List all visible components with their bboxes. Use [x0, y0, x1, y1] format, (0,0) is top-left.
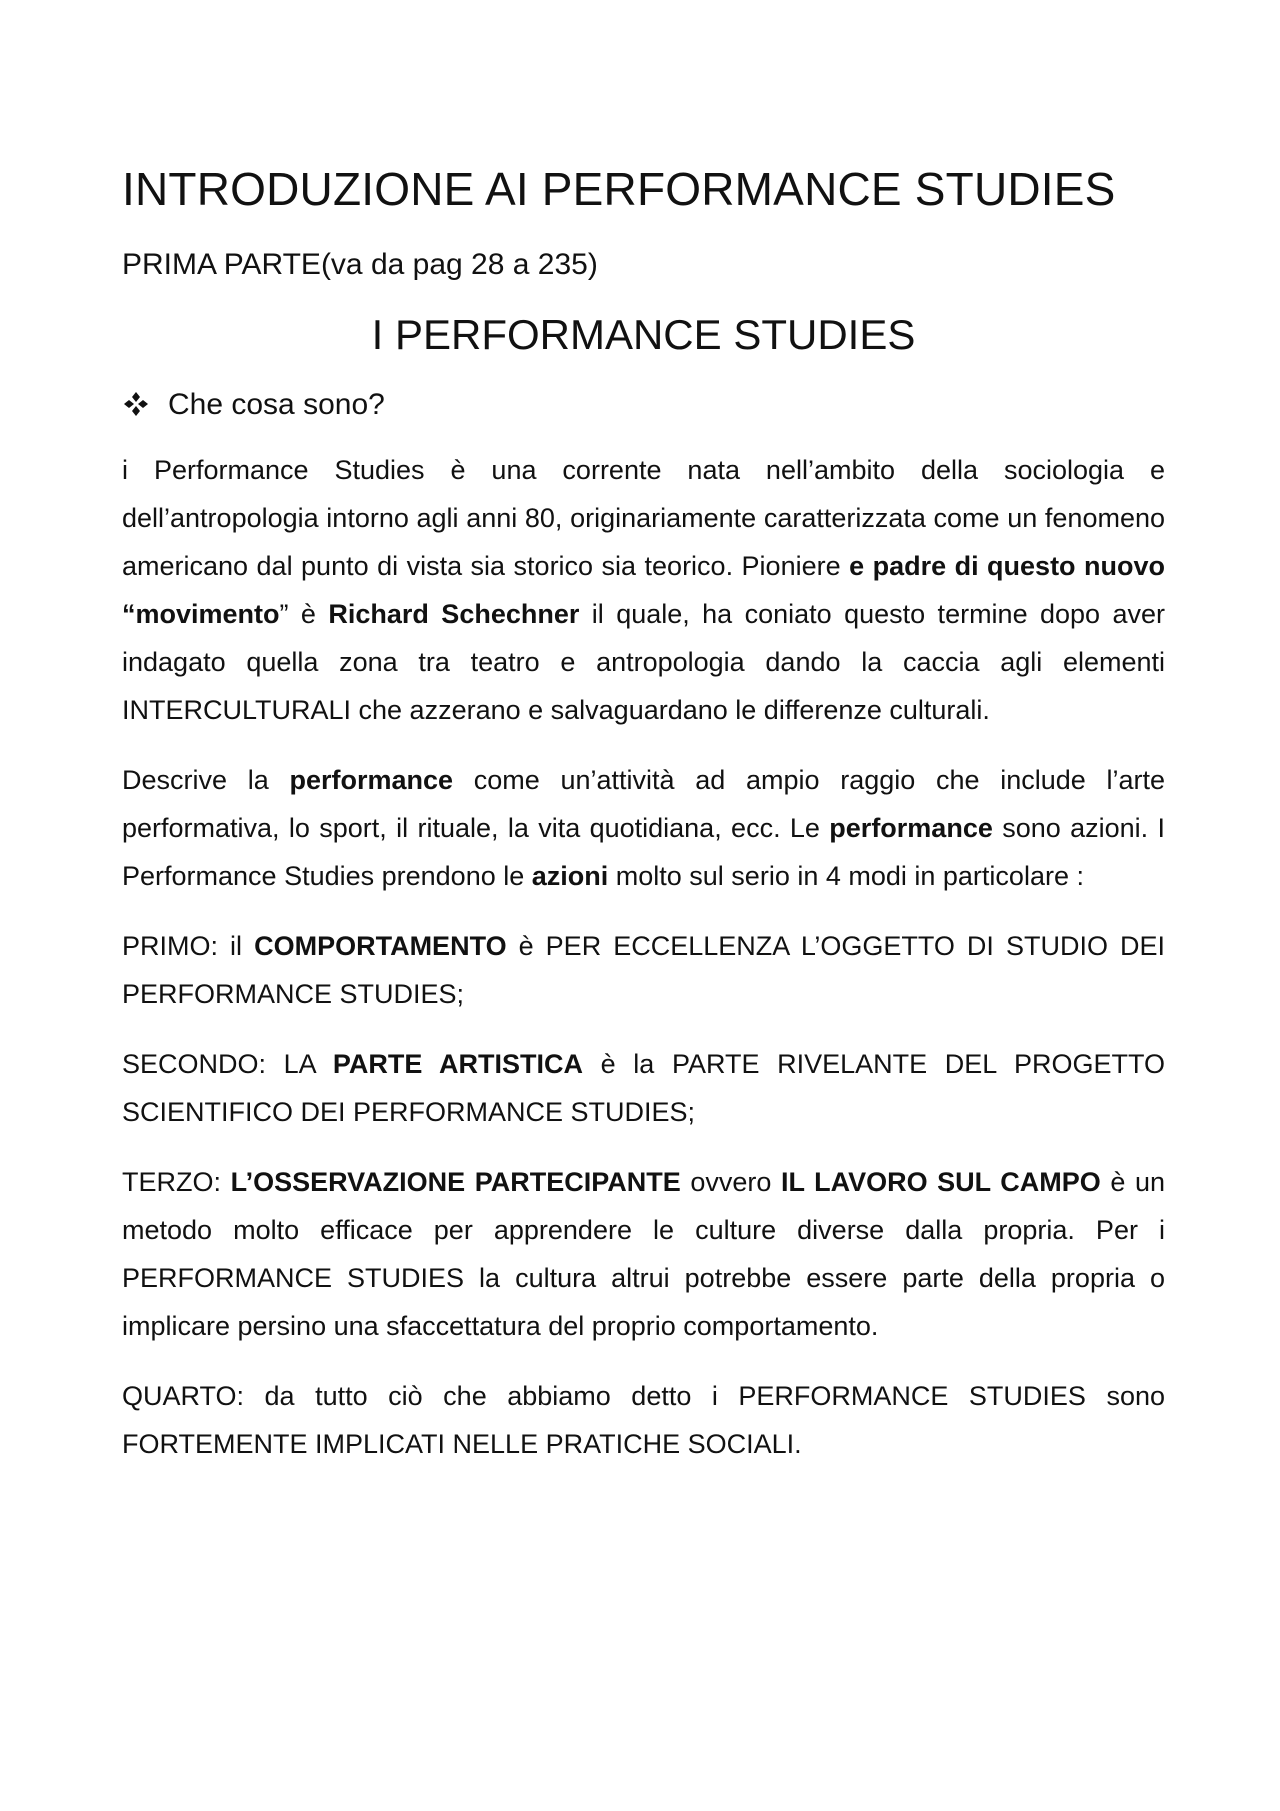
bold-text: PARTE ARTISTICA [332, 1048, 583, 1079]
paragraph-5 [122, 1158, 1165, 1350]
paragraph-6 [122, 1372, 1165, 1468]
bold-text: L’OSSERVAZIONE PARTECIPANTE [230, 1166, 681, 1197]
text-run: è PER ECCELLENZA L’OGGETTO DI STUDIO DEI PERFORMANCE STUDIES; [122, 930, 1165, 1009]
bold-text: performance [289, 764, 454, 795]
body-text [122, 446, 1165, 1468]
text-run: ovvero [680, 1166, 781, 1197]
bullet-heading [122, 385, 1165, 424]
bold-text: performance [829, 812, 993, 843]
bold-text: IL LAVORO SUL CAMPO [780, 1166, 1101, 1197]
paragraph-2 [122, 756, 1165, 900]
text-run: QUARTO: da tutto ciò che abbiamo detto i PERFORMANCE STUDIES sono FORTEMENTE IMPLICATI NELLE PRATICHE SOCIALI. [122, 1380, 1165, 1459]
document-title: INTRODUZIONE AI PERFORMANCE STUDIES [122, 163, 1116, 215]
text-run: molto sul serio in 4 modi in particolare : [608, 860, 1084, 891]
text-run: Descrive la [122, 764, 290, 795]
paragraph-1 [122, 446, 1165, 734]
text-run: PRIMO: il [122, 930, 255, 961]
text-run: SECONDO: LA [122, 1048, 333, 1079]
text-run: è la PARTE RIVELANTE DEL PROGETTO SCIENTIFICO DEI PERFORMANCE STUDIES; [122, 1048, 1165, 1127]
four-diamond-bullet-icon [122, 390, 150, 418]
bold-text: azioni [531, 860, 609, 891]
bold-text: COMPORTAMENTO [254, 930, 507, 961]
text-run: ” è [279, 598, 329, 629]
text-run: i Performance Studies è una corrente nata nell’ambito della sociologia e dell’antropologia intorno agli anni 80, originariamente caratterizzata come un fenomeno americano dal punto di vista sia storico sia teorico. Pioniere [122, 454, 1165, 581]
text-run: TERZO: [122, 1166, 231, 1197]
section-title: I PERFORMANCE STUDIES [371, 311, 916, 359]
text-run: come un’attività ad ampio raggio che include l’arte performativa, lo sport, il rituale, la vita quotidiana, ecc. Le [122, 764, 1165, 843]
text-run: è un metodo molto efficace per apprendere le culture diverse dalla propria. Per i PERFORMANCE STUDIES la cultura altrui potrebbe essere parte della propria o implicare persino una sfaccettatura del proprio comportamento. [122, 1166, 1166, 1341]
bold-text: Richard Schechner [328, 598, 580, 629]
text-run: sono azioni. I Performance Studies prendono le [122, 812, 1165, 891]
text-run: il quale, ha coniato questo termine dopo aver indagato quella zona tra teatro e antropologia dando la caccia agli elementi INTERCULTURALI che azzerano e salvaguardano le differenze culturali. [122, 598, 1166, 725]
part-subtitle: PRIMA PARTE(va da pag 28 a 235) [122, 248, 598, 282]
bold-text: e padre di questo nuovo “movimento [122, 550, 1166, 629]
paragraph-4 [122, 1040, 1165, 1136]
question-heading: Che cosa sono? [168, 387, 385, 421]
paragraph-3 [122, 922, 1165, 1018]
